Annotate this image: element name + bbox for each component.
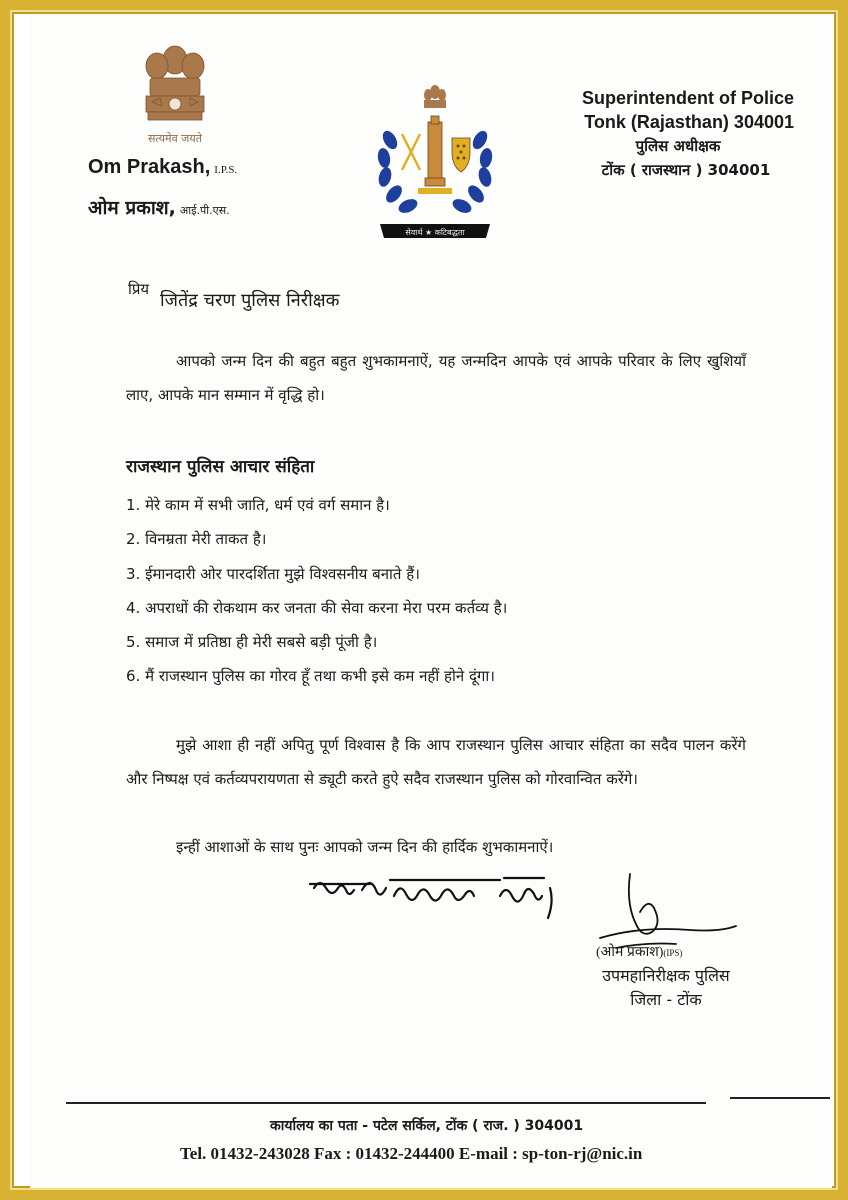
handwritten-closing [306, 866, 566, 936]
police-motto: सेवार्थ ★ कटिबद्धता [405, 228, 465, 237]
office-address-block [582, 86, 794, 182]
rajasthan-police-logo [370, 82, 500, 252]
letter-page [30, 14, 832, 1188]
code-of-conduct-title: राजस्थान पुलिस आचार संहिता [126, 457, 315, 477]
office-location-hindi: टोंक ( राजस्थान ) 304001 [601, 161, 771, 179]
office-title-hindi: पुलिस अधीक्षक [635, 137, 721, 155]
officer-name-english: Om Prakash, I.P.S. [88, 156, 238, 178]
officer-suffix-hindi: आई.पी.एस. [179, 204, 230, 217]
office-location-english: Tonk (Rajasthan) 304001 [584, 112, 794, 132]
code-item: 3. ईमानदारी ओर पारदर्शिता मुझे विश्वसनीय बनाते हैं। [126, 564, 420, 583]
signatory-name: (ओम प्रकाश)(IPS) [596, 945, 683, 960]
code-of-conduct-list [126, 488, 507, 694]
salutation: प्रिय [128, 280, 150, 298]
code-item: 6. मैं राजस्थान पुलिस का गोरव हूँ तथा कभी इसे कम नहीं होने दूंगा। [126, 667, 495, 686]
code-item: 2. विनम्रता मेरी ताकत है। [126, 530, 267, 549]
code-item: 4. अपराधों की रोकथाम कर जनता की सेवा करना मेरा परम कर्तव्य है। [126, 598, 508, 617]
signatory-suffix: (IPS) [663, 948, 683, 958]
signatory-designation [566, 964, 766, 1012]
birthday-wishes-paragraph: आपको जन्म दिन की बहुत बहुत शुभकामनाऐं, यह जन्मदिन आपके एवं आपके परिवार के लिए खुशियाँ लाए, आपके मान सम्मान में वृद्धि हो। [126, 352, 746, 404]
footer-divider-short [730, 1097, 830, 1099]
office-postal-address: कार्यालय का पता - पटेल सर्किल, टोंक ( राज. ) 304001 [270, 1118, 584, 1134]
footer-divider [66, 1102, 706, 1104]
expectation-paragraph: मुझे आशा ही नहीं अपितु पूर्ण विश्वास है कि आप राजस्थान पुलिस आचार संहिता का सदैव पालन करेंगे और निष्पक्ष एवं कर्तव्यपरायणता से ड्यूटी करते हुऐ सदैव राजस्थान पुलिस को गोरवान्वित करेंगे। [126, 736, 746, 788]
emblem-motto: सत्यमेव जयते [147, 132, 203, 145]
designation-district: जिला - टोंक [630, 990, 702, 1009]
code-item: 5. समाज में प्रतिष्ठा ही मेरी सबसे बड़ी पूंजी है। [126, 633, 378, 652]
code-item: 1. मेरे काम में सभी जाति, धर्म एवं वर्ग समान है। [126, 496, 390, 514]
officer-suffix-english: I.P.S. [214, 164, 238, 176]
ashoka-emblem-logo [130, 38, 220, 153]
office-title-english: Superintendent of Police [581, 88, 794, 108]
office-contact-details: Tel. 01432-243028 Fax : 01432-244400 E-mail : sp-ton-rj@nic.in [180, 1144, 643, 1163]
closing-wishes-paragraph: इन्हीं आशाओं के साथ पुनः आपको जन्म दिन की हार्दिक शुभकामनाऐं। [176, 838, 554, 856]
officer-name-hindi: ओम प्रकाश, आई.पी.एस. [88, 197, 230, 219]
recipient-name: जितेंद्र चरण पुलिस निरीक्षक [160, 290, 340, 311]
designation-title: उपमहानिरीक्षक पुलिस [602, 966, 730, 985]
